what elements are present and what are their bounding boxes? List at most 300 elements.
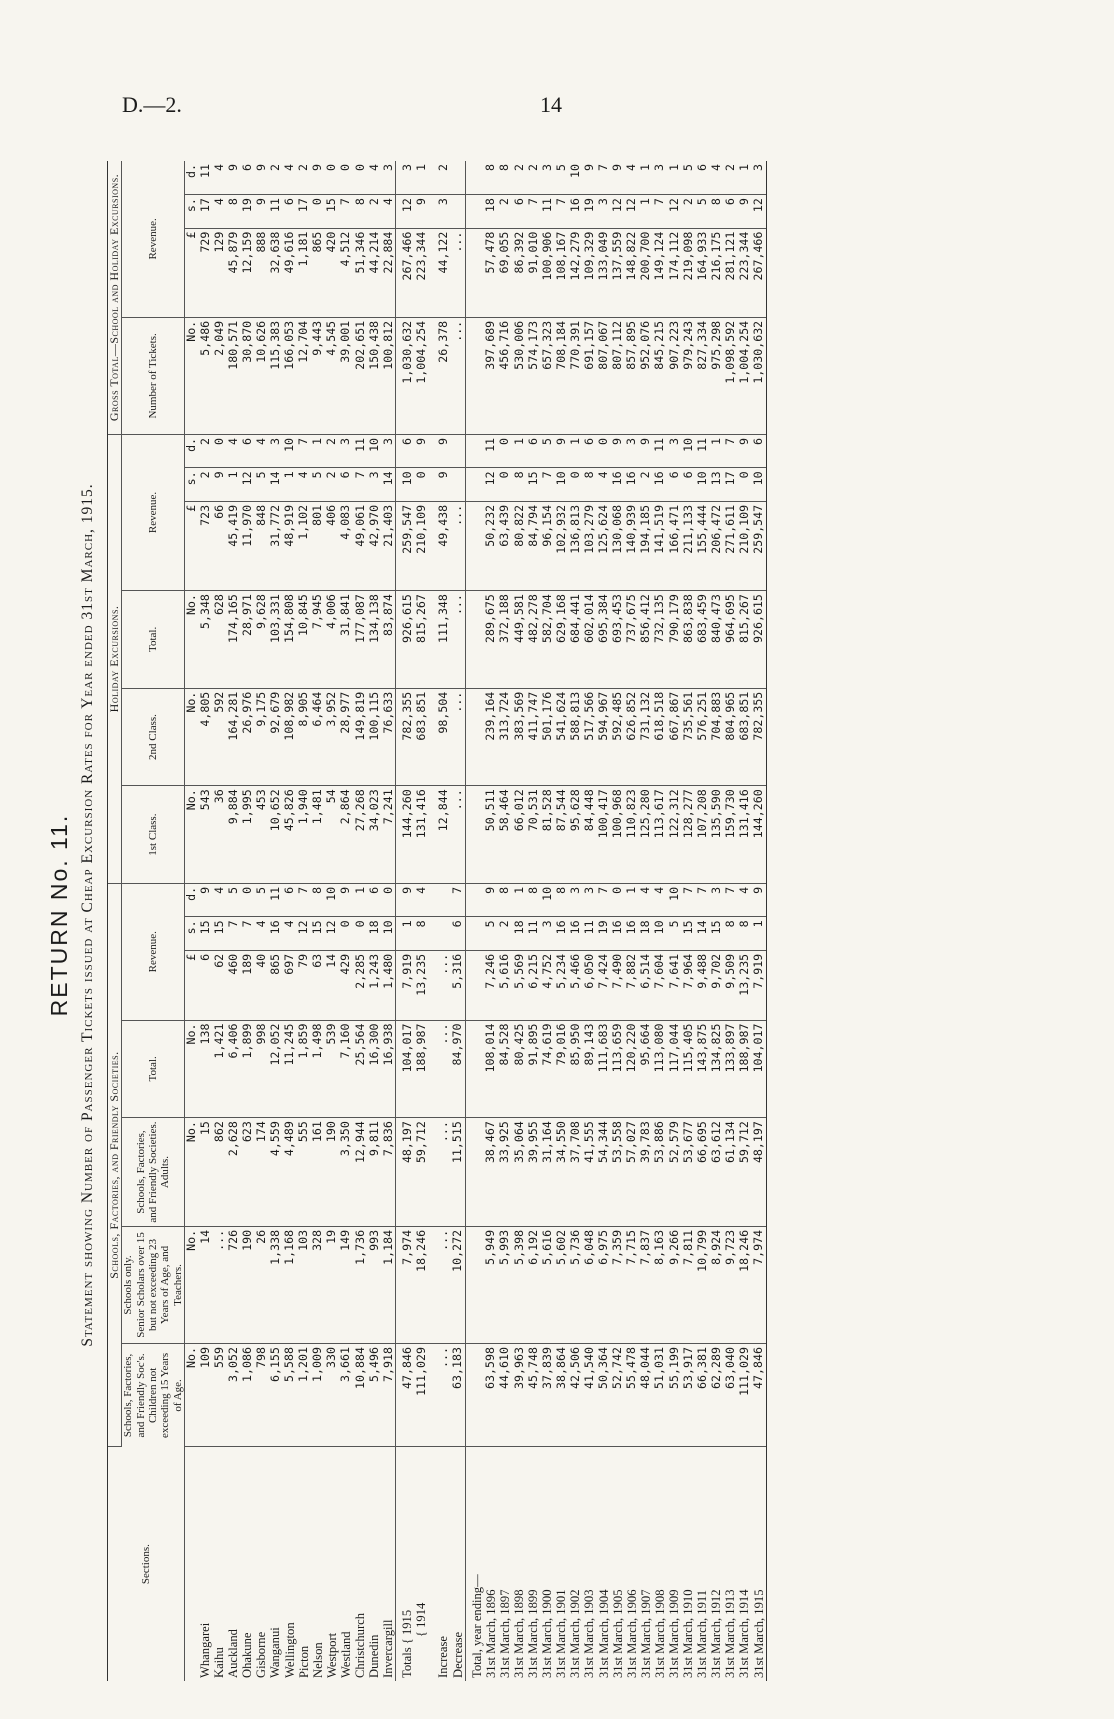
cell-g-tickets: 26,378 <box>436 317 450 434</box>
section-row <box>381 161 396 1681</box>
cell-adults: 53,886 <box>653 1118 667 1227</box>
cell-rev-d: 8 <box>526 883 540 916</box>
unit-label: s. <box>185 917 198 950</box>
cell-h-rev-d <box>451 434 466 467</box>
cell-rev-l: 9,509 <box>723 950 737 1020</box>
year-label: 31st March, 1905 <box>610 1589 625 1678</box>
cell-children: 5,496 <box>367 1344 381 1447</box>
cell-second: 782,355 <box>752 688 767 786</box>
cell-children: 52,742 <box>611 1344 625 1447</box>
cell-h-rev-l: 801 <box>311 501 325 590</box>
cell-h-rev-l: 63,439 <box>498 501 512 590</box>
cell-h-rev-d: 11 <box>484 434 498 467</box>
empty-cell <box>470 317 484 434</box>
cell-h-total: 840,473 <box>709 591 723 689</box>
cell-second: 239,164 <box>484 688 498 786</box>
cell-h-rev-l: 1,102 <box>297 501 311 590</box>
cell-g-rev-l: 69,055 <box>498 228 512 317</box>
cell-children: 55,199 <box>667 1344 681 1447</box>
cell-g-tickets: 456,716 <box>498 317 512 434</box>
unit-label: £ <box>185 950 198 1020</box>
cell-adults: ... <box>436 1118 450 1227</box>
cell-adults: 7,836 <box>381 1118 396 1227</box>
cell-scholars: 18,246 <box>737 1226 751 1343</box>
cell-first: 27,268 <box>353 786 367 884</box>
cell-g-rev-d: 2 <box>526 161 540 195</box>
units-label <box>185 1447 198 1681</box>
cell-children: 42,506 <box>568 1344 582 1447</box>
cell-second: 667,867 <box>667 688 681 786</box>
cell-g-rev-d: 2 <box>297 161 311 195</box>
gross-revenue-header: Revenue. <box>122 161 185 317</box>
cell-rev-s: 18 <box>512 917 526 950</box>
cell-children: 5,588 <box>283 1344 297 1447</box>
cell-g-rev-l: 49,616 <box>283 228 297 317</box>
empty-cell <box>470 883 484 916</box>
cell-h-rev-l: 103,279 <box>582 501 596 590</box>
cell-h-rev-s: 6 <box>667 468 681 501</box>
cell-second: 588,813 <box>568 688 582 786</box>
cell-rev-l: 7,641 <box>667 950 681 1020</box>
cell-children: 50,364 <box>597 1344 611 1447</box>
cell-rev-l: 865 <box>268 950 282 1020</box>
cell-children: 63,183 <box>451 1344 466 1447</box>
schools-group-header: Schools, Factories, and Friendly Societies. <box>108 883 122 1446</box>
cell-h-total: 815,267 <box>737 591 751 689</box>
cell-g-rev-l: 22,884 <box>381 228 396 317</box>
cell-rev-l: 6 <box>198 950 212 1020</box>
cell-g-tickets: 166,053 <box>283 317 297 434</box>
cell-h-rev-d: 4 <box>226 434 240 467</box>
cell-total: 113,080 <box>653 1020 667 1118</box>
cell-rev-d: 8 <box>554 883 568 916</box>
cell-h-total: 790,179 <box>667 591 681 689</box>
cell-g-rev-d: 1 <box>667 161 681 195</box>
cell-g-rev-s: 1 <box>639 195 653 228</box>
cell-scholars: 7,974 <box>400 1226 414 1343</box>
cell-h-total: 964,695 <box>723 591 737 689</box>
cell-rev-d: 9 <box>400 883 414 916</box>
cell-h-total: 177,087 <box>353 591 367 689</box>
cell-rev-l: 7,919 <box>400 950 414 1020</box>
cell-rev-s: 4 <box>254 917 268 950</box>
yearly-heading: Total, year ending— <box>469 1574 484 1678</box>
cell-children: 10,884 <box>353 1344 367 1447</box>
cell-scholars: 10,272 <box>451 1226 466 1343</box>
cell-adults: 37,708 <box>568 1118 582 1227</box>
year-label: 31st March, 1899 <box>526 1589 541 1678</box>
cell-g-rev-l: 267,466 <box>752 228 767 317</box>
cell-rev-l: 40 <box>254 950 268 1020</box>
section-name: Whangarei <box>197 1622 212 1678</box>
cell-g-rev-d: 3 <box>540 161 554 195</box>
cell-children: 109 <box>198 1344 212 1447</box>
cell-g-tickets: 657,323 <box>540 317 554 434</box>
year-label: 31st March, 1907 <box>638 1589 653 1678</box>
cell-g-rev-l: 200,700 <box>639 228 653 317</box>
cell-first: ... <box>451 786 466 884</box>
cell-children: 66,381 <box>695 1344 709 1447</box>
year-row <box>653 161 667 1681</box>
cell-second: 411,747 <box>526 688 540 786</box>
year-label: 31st March, 1902 <box>568 1589 583 1678</box>
cell-rev-l: 7,490 <box>611 950 625 1020</box>
cell-h-rev-s: 0 <box>414 468 428 501</box>
cell-rev-d: 6 <box>283 883 297 916</box>
cell-first: 1,995 <box>240 786 254 884</box>
cell-h-rev-s: 8 <box>582 468 596 501</box>
cell-adults: 41,555 <box>582 1118 596 1227</box>
section-row <box>353 161 367 1681</box>
cell-second: 6,464 <box>311 688 325 786</box>
cell-h-rev-s: 4 <box>597 468 611 501</box>
cell-rev-d: 1 <box>512 883 526 916</box>
cell-second: 100,115 <box>367 688 381 786</box>
cell-rev-s: 5 <box>484 917 498 950</box>
cell-total: 539 <box>325 1020 339 1118</box>
cell-g-rev-l: 108,167 <box>554 228 568 317</box>
cell-rev-s: 16 <box>268 917 282 950</box>
cell-total: 80,425 <box>512 1020 526 1118</box>
year-row <box>582 161 596 1681</box>
cell-total: ... <box>436 1020 450 1118</box>
decrease-label: Decrease <box>450 1631 465 1678</box>
cell-g-rev-d: 0 <box>353 161 367 195</box>
cell-g-rev-d: 0 <box>325 161 339 195</box>
cell-g-rev-d: 4 <box>212 161 226 195</box>
cell-h-total: 695,384 <box>597 591 611 689</box>
cell-g-rev-l: 267,466 <box>400 228 414 317</box>
unit-label: d. <box>185 883 198 916</box>
cell-scholars: 5,736 <box>568 1226 582 1343</box>
holiday-revenue-header: Revenue. <box>122 434 185 590</box>
cell-rev-l: 5,234 <box>554 950 568 1020</box>
unit-label: d. <box>185 161 198 195</box>
cell-rev-l: 6,215 <box>526 950 540 1020</box>
cell-g-rev-s: 18 <box>484 195 498 228</box>
holiday-group-header: Holiday Excursions. <box>108 434 122 883</box>
cell-scholars: ... <box>436 1226 450 1343</box>
unit-label: No. <box>185 688 198 786</box>
cell-children: 39,963 <box>512 1344 526 1447</box>
statement-title: Statement showing Number of Passenger Tickets issued at Cheap Excursion Rates for Year ended 31st March, 1915. <box>79 483 96 1347</box>
cell-second: 626,852 <box>625 688 639 786</box>
cell-g-rev-d: 9 <box>582 161 596 195</box>
cell-h-total: 737,675 <box>625 591 639 689</box>
cell-h-rev-l: 4,083 <box>339 501 353 590</box>
cell-children: 63,040 <box>723 1344 737 1447</box>
cell-adults: 34,550 <box>554 1118 568 1227</box>
cell-rev-d: 5 <box>226 883 240 916</box>
cell-g-rev-s: 9 <box>414 195 428 228</box>
empty-cell <box>470 1020 484 1118</box>
gross-group-header: Gross Total—School and Holiday Excursions. <box>108 161 122 434</box>
empty-cell <box>470 591 484 689</box>
cell-children: 48,044 <box>639 1344 653 1447</box>
cell-g-rev-d: 4 <box>367 161 381 195</box>
cell-g-rev-s: 7 <box>339 195 353 228</box>
unit-label: No. <box>185 1226 198 1343</box>
year-label: 31st March, 1908 <box>652 1589 667 1678</box>
cell-rev-l: 13,235 <box>737 950 751 1020</box>
cell-g-tickets: 39,001 <box>339 317 353 434</box>
cell-scholars: 5,602 <box>554 1226 568 1343</box>
year-row <box>568 161 582 1681</box>
cell-second: 4,805 <box>198 688 212 786</box>
cell-h-total: 683,459 <box>695 591 709 689</box>
cell-g-rev-s: 16 <box>568 195 582 228</box>
cell-second: 92,679 <box>268 688 282 786</box>
cell-scholars: 7,811 <box>681 1226 695 1343</box>
cell-h-total: 926,615 <box>752 591 767 689</box>
cell-g-rev-d: 10 <box>568 161 582 195</box>
cell-g-rev-s: 12 <box>625 195 639 228</box>
cell-total: 1,859 <box>297 1020 311 1118</box>
totals-year: 1914 <box>414 1602 429 1628</box>
cell-adults: 48,197 <box>400 1118 414 1227</box>
cell-rev-d: 4 <box>414 883 428 916</box>
year-row <box>498 161 512 1681</box>
cell-adults: 11,515 <box>451 1118 466 1227</box>
cell-scholars: 6,975 <box>597 1226 611 1343</box>
totals-word: Totals <box>400 1647 415 1678</box>
cell-g-tickets: 397,689 <box>484 317 498 434</box>
cell-h-rev-s: 3 <box>367 468 381 501</box>
cell-h-total: 154,808 <box>283 591 297 689</box>
cell-h-total: 5,348 <box>198 591 212 689</box>
cell-rev-d: 9 <box>484 883 498 916</box>
empty-cell <box>470 1226 484 1343</box>
cell-g-tickets: 827,334 <box>695 317 709 434</box>
cell-h-rev-s: 16 <box>653 468 667 501</box>
cell-first: 543 <box>198 786 212 884</box>
cell-rev-l: 79 <box>297 950 311 1020</box>
year-label: 31st March, 1903 <box>582 1589 597 1678</box>
cell-g-rev-l: 219,098 <box>681 228 695 317</box>
cell-rev-d <box>436 883 450 916</box>
cell-first: 113,617 <box>653 786 667 884</box>
cell-h-total: 815,267 <box>414 591 428 689</box>
year-row <box>667 161 681 1681</box>
cell-rev-s: 1 <box>752 917 767 950</box>
cell-g-rev-l: 91,010 <box>526 228 540 317</box>
cell-children: 3,661 <box>339 1344 353 1447</box>
cell-total: 12,052 <box>268 1020 282 1118</box>
cell-g-rev-s: 3 <box>436 195 450 228</box>
cell-second: 618,518 <box>653 688 667 786</box>
cell-g-rev-s: 12 <box>400 195 414 228</box>
cell-g-rev-s: 11 <box>540 195 554 228</box>
cell-g-rev-l: 1,181 <box>297 228 311 317</box>
cell-g-rev-l: 420 <box>325 228 339 317</box>
cell-g-rev-d: 2 <box>723 161 737 195</box>
cell-rev-d: 7 <box>695 883 709 916</box>
cell-second: 28,977 <box>339 688 353 786</box>
cell-total: 115,405 <box>681 1020 695 1118</box>
cell-first: 131,416 <box>414 786 428 884</box>
unit-label: s. <box>185 468 198 501</box>
cell-g-rev-d <box>451 161 466 195</box>
section-name: Dunedin <box>367 1634 382 1678</box>
cell-g-rev-d: 4 <box>625 161 639 195</box>
cell-g-rev-d: 1 <box>737 161 751 195</box>
cell-children: 111,029 <box>737 1344 751 1447</box>
cell-g-rev-l: 888 <box>254 228 268 317</box>
cell-h-rev-s: 5 <box>254 468 268 501</box>
cell-h-rev-d: 0 <box>597 434 611 467</box>
cell-h-rev-d: 10 <box>283 434 297 467</box>
cell-g-tickets: 30,870 <box>240 317 254 434</box>
cell-g-tickets: 150,438 <box>367 317 381 434</box>
section-row <box>254 161 268 1681</box>
cell-rev-l: 2,285 <box>353 950 367 1020</box>
year-row <box>484 161 498 1681</box>
cell-g-rev-l: 109,329 <box>582 228 596 317</box>
cell-h-total: 684,441 <box>568 591 582 689</box>
cell-total: 133,897 <box>723 1020 737 1118</box>
cell-h-rev-d: 9 <box>611 434 625 467</box>
cell-children: 38,864 <box>554 1344 568 1447</box>
section-name: Westland <box>338 1631 353 1678</box>
cell-h-rev-s: 1 <box>283 468 297 501</box>
cell-h-rev-s: 8 <box>512 468 526 501</box>
cell-children: 559 <box>212 1344 226 1447</box>
cell-second: 313,724 <box>498 688 512 786</box>
cell-h-rev-d: 3 <box>625 434 639 467</box>
cell-g-tickets: 1,030,632 <box>752 317 767 434</box>
cell-rev-l: 63 <box>311 950 325 1020</box>
cell-first: 10,652 <box>268 786 282 884</box>
year-label: 31st March, 1914 <box>737 1589 752 1678</box>
cell-first: 453 <box>254 786 268 884</box>
cell-h-rev-s: 10 <box>400 468 414 501</box>
cell-h-total: 10,845 <box>297 591 311 689</box>
cell-rev-s: 15 <box>709 917 723 950</box>
cell-g-rev-l: 12,159 <box>240 228 254 317</box>
cell-scholars: 103 <box>297 1226 311 1343</box>
unit-label: No. <box>185 317 198 434</box>
cell-h-total: 582,704 <box>540 591 554 689</box>
cell-h-rev-s: 5 <box>311 468 325 501</box>
cell-total: 84,528 <box>498 1020 512 1118</box>
cell-rev-s: 10 <box>381 917 396 950</box>
cell-second: 98,504 <box>436 688 450 786</box>
sections-header: Sections. <box>108 1447 185 1681</box>
cell-g-rev-s: 2 <box>681 195 695 228</box>
holiday-total-header: Total. <box>122 591 185 689</box>
cell-total: 84,970 <box>451 1020 466 1118</box>
cell-g-rev-s: 4 <box>381 195 396 228</box>
cell-total: 85,950 <box>568 1020 582 1118</box>
cell-h-rev-d: 11 <box>353 434 367 467</box>
cell-second: 517,566 <box>582 688 596 786</box>
cell-children: 1,009 <box>311 1344 325 1447</box>
cell-g-rev-l: 45,879 <box>226 228 240 317</box>
cell-rev-d: 5 <box>254 883 268 916</box>
cell-rev-d: 9 <box>198 883 212 916</box>
cell-scholars: 993 <box>367 1226 381 1343</box>
cell-rev-d: 3 <box>709 883 723 916</box>
year-row <box>681 161 695 1681</box>
cell-total: 1,498 <box>311 1020 325 1118</box>
year-label: 31st March, 1915 <box>752 1447 767 1681</box>
cell-adults: 61,134 <box>723 1118 737 1227</box>
year-row <box>625 161 639 1681</box>
cell-total: 113,659 <box>611 1020 625 1118</box>
cell-g-rev-s: 8 <box>226 195 240 228</box>
cell-rev-l: 189 <box>240 950 254 1020</box>
cell-h-rev-s: 4 <box>297 468 311 501</box>
spacer <box>428 161 436 1681</box>
cell-children: 330 <box>325 1344 339 1447</box>
cell-rev-s: 1 <box>400 917 414 950</box>
cell-rev-l: 7,604 <box>653 950 667 1020</box>
cell-h-rev-d: 9 <box>436 434 450 467</box>
cell-h-rev-l: 130,068 <box>611 501 625 590</box>
section-row <box>311 161 325 1681</box>
cell-rev-d: 11 <box>268 883 282 916</box>
cell-h-rev-d: 6 <box>582 434 596 467</box>
cell-second: 8,905 <box>297 688 311 786</box>
empty-cell <box>470 1118 484 1227</box>
cell-total: 138 <box>198 1020 212 1118</box>
cell-g-rev-d: 1 <box>414 161 428 195</box>
cell-rev-d: 10 <box>667 883 681 916</box>
cell-rev-l: 460 <box>226 950 240 1020</box>
year-label: 31st March, 1901 <box>554 1589 569 1678</box>
cell-rev-s: 10 <box>653 917 667 950</box>
cell-g-tickets: 180,571 <box>226 317 240 434</box>
cell-g-rev-s: 0 <box>311 195 325 228</box>
cell-h-rev-s: 9 <box>436 468 450 501</box>
cell-second: 683,851 <box>414 688 428 786</box>
cell-h-rev-d: 10 <box>681 434 695 467</box>
cell-rev-d: 4 <box>653 883 667 916</box>
cell-g-tickets: 845,215 <box>653 317 667 434</box>
cell-rev-s: 8 <box>414 917 428 950</box>
cell-total: 7,160 <box>339 1020 353 1118</box>
cell-total: 16,300 <box>367 1020 381 1118</box>
cell-h-rev-s: 13 <box>709 468 723 501</box>
cell-children: 1,201 <box>297 1344 311 1447</box>
cell-g-rev-d: 9 <box>254 161 268 195</box>
cell-g-rev-s: 8 <box>353 195 367 228</box>
cell-g-tickets: 10,626 <box>254 317 268 434</box>
cell-rev-l: 7,424 <box>597 950 611 1020</box>
cell-first: 122,312 <box>667 786 681 884</box>
cell-rev-d: 0 <box>240 883 254 916</box>
cell-h-rev-d: 4 <box>254 434 268 467</box>
page-number: 14 <box>540 92 562 117</box>
cell-rev-l: 6,050 <box>582 950 596 1020</box>
year-label: 31st March, 1912 <box>709 1589 724 1678</box>
cell-rev-l: 5,616 <box>498 950 512 1020</box>
cell-adults: 38,467 <box>484 1118 498 1227</box>
cell-g-rev-d: 9 <box>226 161 240 195</box>
cell-scholars: 18,246 <box>414 1226 428 1343</box>
page-reference: D.—2. <box>122 92 182 117</box>
cell-h-rev-l: 140,939 <box>625 501 639 590</box>
cell-first: 1,481 <box>311 786 325 884</box>
cell-second: 383,569 <box>512 688 526 786</box>
cell-scholars: 190 <box>240 1226 254 1343</box>
cell-h-rev-s: 1 <box>226 468 240 501</box>
cell-total: 6,406 <box>226 1020 240 1118</box>
cell-h-rev-l: 259,547 <box>400 501 414 590</box>
cell-scholars: ... <box>212 1226 226 1343</box>
cell-scholars: 26 <box>254 1226 268 1343</box>
cell-children: 41,540 <box>582 1344 596 1447</box>
